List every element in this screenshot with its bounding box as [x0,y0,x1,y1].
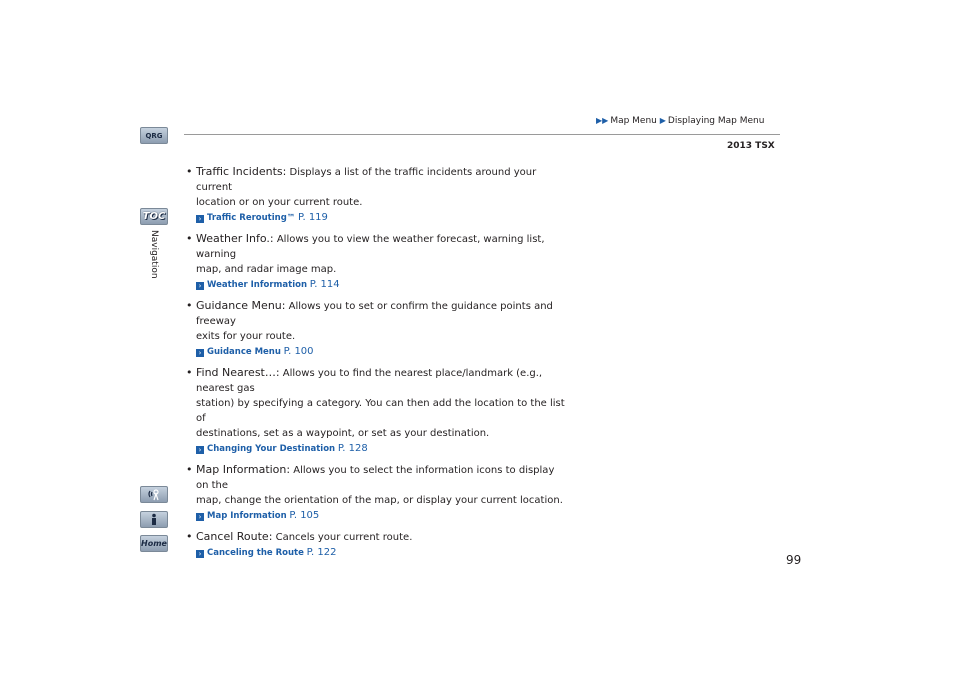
reference-arrow-icon: › [196,550,204,558]
page-number: 99 [786,553,802,567]
ref-page: P. 119 [297,212,328,223]
ref-title: Canceling the Route [207,548,304,558]
reference-arrow-icon: › [196,215,204,223]
item-description: destinations, set as a waypoint, or set as your destination. [196,428,490,439]
reference-arrow-icon: › [196,349,204,357]
ref-page: P. 122 [306,547,337,558]
item-description: Allows you to set or confirm the guidance points and freeway [196,301,553,327]
list-item [186,231,566,292]
bullet: • [186,366,193,379]
menu-item-list [186,164,566,566]
home-label: Home [141,539,167,548]
section-tab-navigation[interactable]: Navigation [149,230,159,279]
home-button[interactable] [140,535,168,552]
item-term: Cancel Route: [196,530,273,543]
ref-page: P. 105 [289,510,320,521]
info-icon [148,513,160,526]
triangle-right-icon: ▶▶ [596,116,609,125]
ref-page: P. 100 [283,346,314,357]
ref-title: Traffic Rerouting™ [207,213,296,223]
reference-arrow-icon: › [196,282,204,290]
qrg-button[interactable] [140,127,168,144]
ref-title: Changing Your Destination [207,444,336,454]
item-term: Weather Info.: [196,232,274,245]
cross-reference-link[interactable] [196,546,566,560]
item-description: Cancels your current route. [275,532,413,543]
list-item [186,365,566,456]
item-term: Traffic Incidents: [196,165,287,178]
bullet: • [186,299,193,312]
model-label: 2013 TSX [727,141,775,151]
item-description: Allows you to select the information icons to display on the [196,465,555,491]
reference-arrow-icon: › [196,446,204,454]
item-description: location or on your current route. [196,197,363,208]
item-description: Allows you to find the nearest place/landmark (e.g., nearest gas [196,368,543,394]
item-description: Allows you to view the weather forecast, warning list, warning [196,234,545,260]
bullet: • [186,530,193,543]
item-description: map, and radar image map. [196,264,337,275]
breadcrumb-item[interactable]: Displaying Map Menu [667,116,765,126]
bullet: • [186,463,193,476]
list-item [186,298,566,359]
toc-label: TOC [142,211,166,222]
list-item [186,529,566,560]
item-description: map, change the orientation of the map, or display your current location. [196,495,563,506]
item-description: exits for your route. [196,331,296,342]
ref-title: Map Information [207,511,287,521]
list-item [186,164,566,225]
cross-reference-link[interactable] [196,509,566,523]
voice-command-icon [146,488,162,501]
bullet: • [186,165,193,178]
triangle-right-icon: ▶ [659,116,666,125]
list-item [186,462,566,523]
ref-page: P. 128 [337,443,368,454]
breadcrumb [596,116,764,126]
ref-page: P. 114 [309,279,340,290]
toc-button[interactable] [140,208,168,225]
item-description: Displays a list of the traffic incidents around your current [196,167,537,193]
item-term: Find Nearest…: [196,366,280,379]
index-button[interactable] [140,511,168,528]
qrg-label: QRG [145,131,163,140]
bullet: • [186,232,193,245]
cross-reference-link[interactable] [196,345,566,359]
cross-reference-link[interactable] [196,442,566,456]
item-description: station) by specifying a category. You can then add the location to the list of [196,398,565,424]
breadcrumb-item[interactable]: Map Menu [610,116,657,126]
cross-reference-link[interactable] [196,211,566,225]
voice-command-button[interactable] [140,486,168,503]
item-term: Map Information: [196,463,291,476]
cross-reference-link[interactable] [196,278,566,292]
item-term: Guidance Menu: [196,299,286,312]
ref-title: Guidance Menu [207,347,281,357]
header-divider [184,134,780,135]
reference-arrow-icon: › [196,513,204,521]
ref-title: Weather Information [207,280,308,290]
